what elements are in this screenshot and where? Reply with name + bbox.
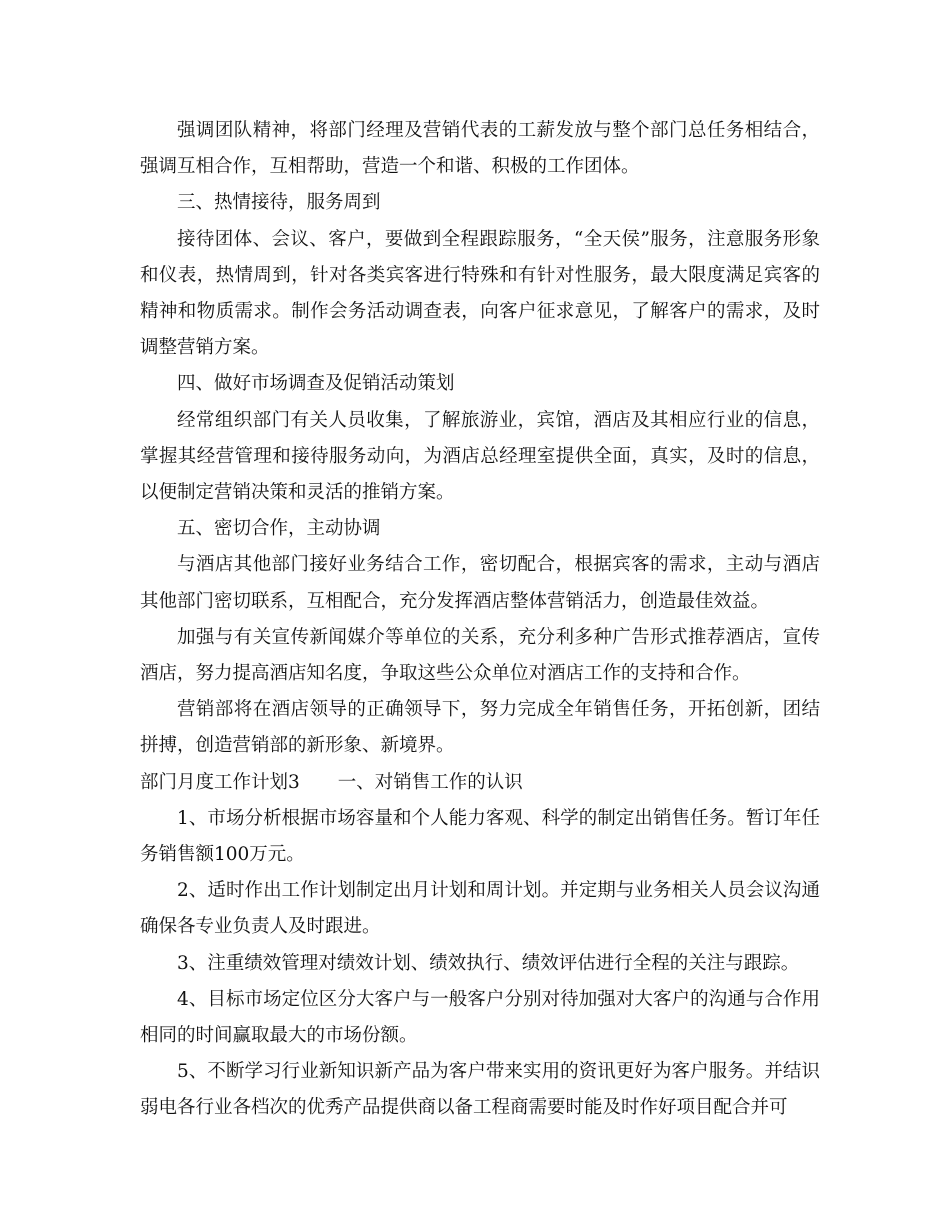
- paragraph-reception-service: 接待团体、会议、客户，要做到全程跟踪服务，“全天侯”服务，注意服务形象和仪表，热情周到，针对各类宾客进行特殊和有针对性服务，最大限度满足宾客的精神和物质需求。制作会务活动调查表，向客户征求意见，了解客户的需求，及时调整营销方案。: [140, 228, 820, 359]
- list-item-learning: 5、不断学习行业新知识新产品为客户带来实用的资讯更好为客户服务。并结识弱电各行业各档次的优秀产品提供商以备工程商需要时能及时作好项目配合并可: [140, 1061, 820, 1119]
- list-item-performance: 3、注重绩效管理对绩效计划、绩效执行、绩效评估进行全程的关注与跟踪。: [177, 952, 800, 974]
- paragraph-sales-goal: 营销部将在酒店领导的正确领导下，努力完成全年销售任务，开拓创新，团结拼搏，创造营销部的新形象、新境界。: [140, 699, 820, 757]
- section-title: 部门月度工作计划3: [140, 771, 300, 793]
- paragraph-cooperation: 与酒店其他部门接好业务结合工作，密切配合，根据宾客的需求，主动与酒店其他部门密切联系，互相配合，充分发挥酒店整体营销活力，创造最佳效益。: [140, 554, 820, 612]
- list-item-work-plan: 2、适时作出工作计划制定出月计划和周计划。并定期与业务相关人员会议沟通确保各专业负责人及时跟进。: [140, 880, 820, 938]
- heading-warm-reception: 三、热情接待，服务周到: [177, 192, 381, 214]
- heading-cooperation: 五、密切合作，主动协调: [177, 518, 381, 540]
- list-item-market-analysis: 1、市场分析根据市场容量和个人能力客观、科学的制定出销售任务。暂订年任务销售额100万元。: [140, 807, 820, 866]
- paragraph-team-spirit: 强调团队精神，将部门经理及营销代表的工薪发放与整个部门总任务相结合，强调互相合作，互相帮助，营造一个和谐、积极的工作团体。: [140, 120, 820, 178]
- paragraph-media-relations: 加强与有关宣传新闻媒介等单位的关系，充分利多种广告形式推荐酒店，宣传酒店，努力提高酒店知名度，争取这些公众单位对酒店工作的支持和合作。: [140, 626, 820, 685]
- paragraph-market-research: 经常组织部门有关人员收集，了解旅游业，宾馆，酒店及其相应行业的信息，掌握其经营管理和接待服务动向，为酒店总经理室提供全面，真实，及时的信息，以便制定营销决策和灵活的推销方案。: [140, 409, 820, 504]
- list-item-target-market: 4、目标市场定位区分大客户与一般客户分别对待加强对大客户的沟通与合作用相同的时间赢取最大的市场份额。: [140, 988, 820, 1047]
- document-body: [140, 113, 820, 1127]
- heading-market-research: 四、做好市场调查及促销活动策划: [177, 373, 455, 395]
- section-first-heading: 一、对销售工作的认识: [337, 771, 523, 793]
- section-header-line: [140, 765, 820, 801]
